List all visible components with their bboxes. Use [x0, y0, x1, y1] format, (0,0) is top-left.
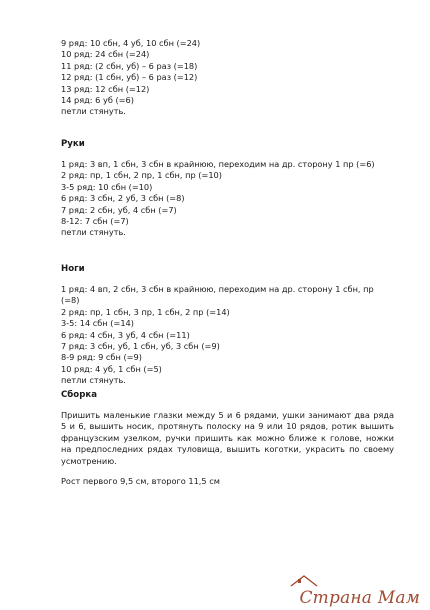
row-line: 7 ряд: 3 сбн, уб, 1 сбн, уб, 3 сбн (=9)	[61, 340, 220, 351]
row-line: 12 ряд: (1 сбн, уб) – 6 раз (=12)	[61, 72, 198, 83]
watermark-text: Страна Мам	[299, 588, 420, 608]
row-line: (=8)	[61, 295, 80, 306]
row-line: петли стянуть.	[61, 375, 126, 386]
section-body-rows	[61, 38, 401, 118]
section-arms	[61, 139, 401, 239]
house-logo-icon	[289, 574, 319, 596]
row-line: петли стянуть.	[61, 227, 126, 238]
section-title-legs: Ноги	[61, 264, 85, 274]
row-line: 11 ряд: (2 сбн, уб) – 6 раз (=18)	[61, 60, 198, 71]
height-note: Рост первого 9,5 см, второго 11,5 см	[61, 476, 220, 487]
row-line: 8-12: 7 сбн (=7)	[61, 215, 129, 226]
row-line: 9 ряд: 10 сбн, 4 уб, 10 сбн (=24)	[61, 38, 201, 48]
section-assembly	[61, 390, 401, 487]
assembly-paragraph: Пришить маленькие глазки между 5 и 6 рядами, ушки занимают два ряда 5 и 6, вышить носик, протянуть полоску на 9 или 10 рядов, ротик вышить французским узелком, ручки пришить как можно ближе к голове, ножки на предпоследних рядах туловища, вышить коготки, украсить по своему усмотрению.	[61, 410, 394, 466]
row-line: 14 ряд: 6 уб (=6)	[61, 94, 134, 105]
row-line: 3-5: 14 сбн (=14)	[61, 318, 134, 329]
section-title-arms: Руки	[61, 139, 85, 149]
row-line: 10 ряд: 24 сбн (=24)	[61, 49, 150, 60]
row-line: 6 ряд: 3 сбн, 2 уб, 3 сбн (=8)	[61, 193, 185, 204]
row-line: 1 ряд: 4 вп, 2 сбн, 3 сбн в крайнюю, переходим на др. сторону 1 сбн, пр	[61, 284, 374, 294]
row-line: 13 ряд: 12 сбн (=12)	[61, 83, 150, 94]
watermark	[299, 582, 420, 608]
row-line: 1 ряд: 3 вп, 1 сбн, 3 сбн в крайнюю, переходим на др. сторону 1 пр (=6)	[61, 159, 375, 169]
row-line: 6 ряд: 4 сбн, 3 уб, 4 сбн (=11)	[61, 329, 190, 340]
section-title-assembly: Сборка	[61, 390, 97, 400]
row-line: 2 ряд: пр, 1 сбн, 2 пр, 1 сбн, пр (=10)	[61, 170, 222, 181]
row-line: петли стянуть.	[61, 106, 126, 117]
row-line: 3-5 ряд: 10 сбн (=10)	[61, 181, 153, 192]
row-line: 2 ряд: пр, 1 сбн, 3 пр, 1 сбн, 2 пр (=14)	[61, 306, 230, 317]
section-legs	[61, 264, 401, 387]
row-line: 7 ряд: 2 сбн, уб, 4 сбн (=7)	[61, 204, 177, 215]
row-line: 10 ряд: 4 уб, 1 сбн (=5)	[61, 363, 162, 374]
row-line: 8-9 ряд: 9 сбн (=9)	[61, 352, 142, 363]
